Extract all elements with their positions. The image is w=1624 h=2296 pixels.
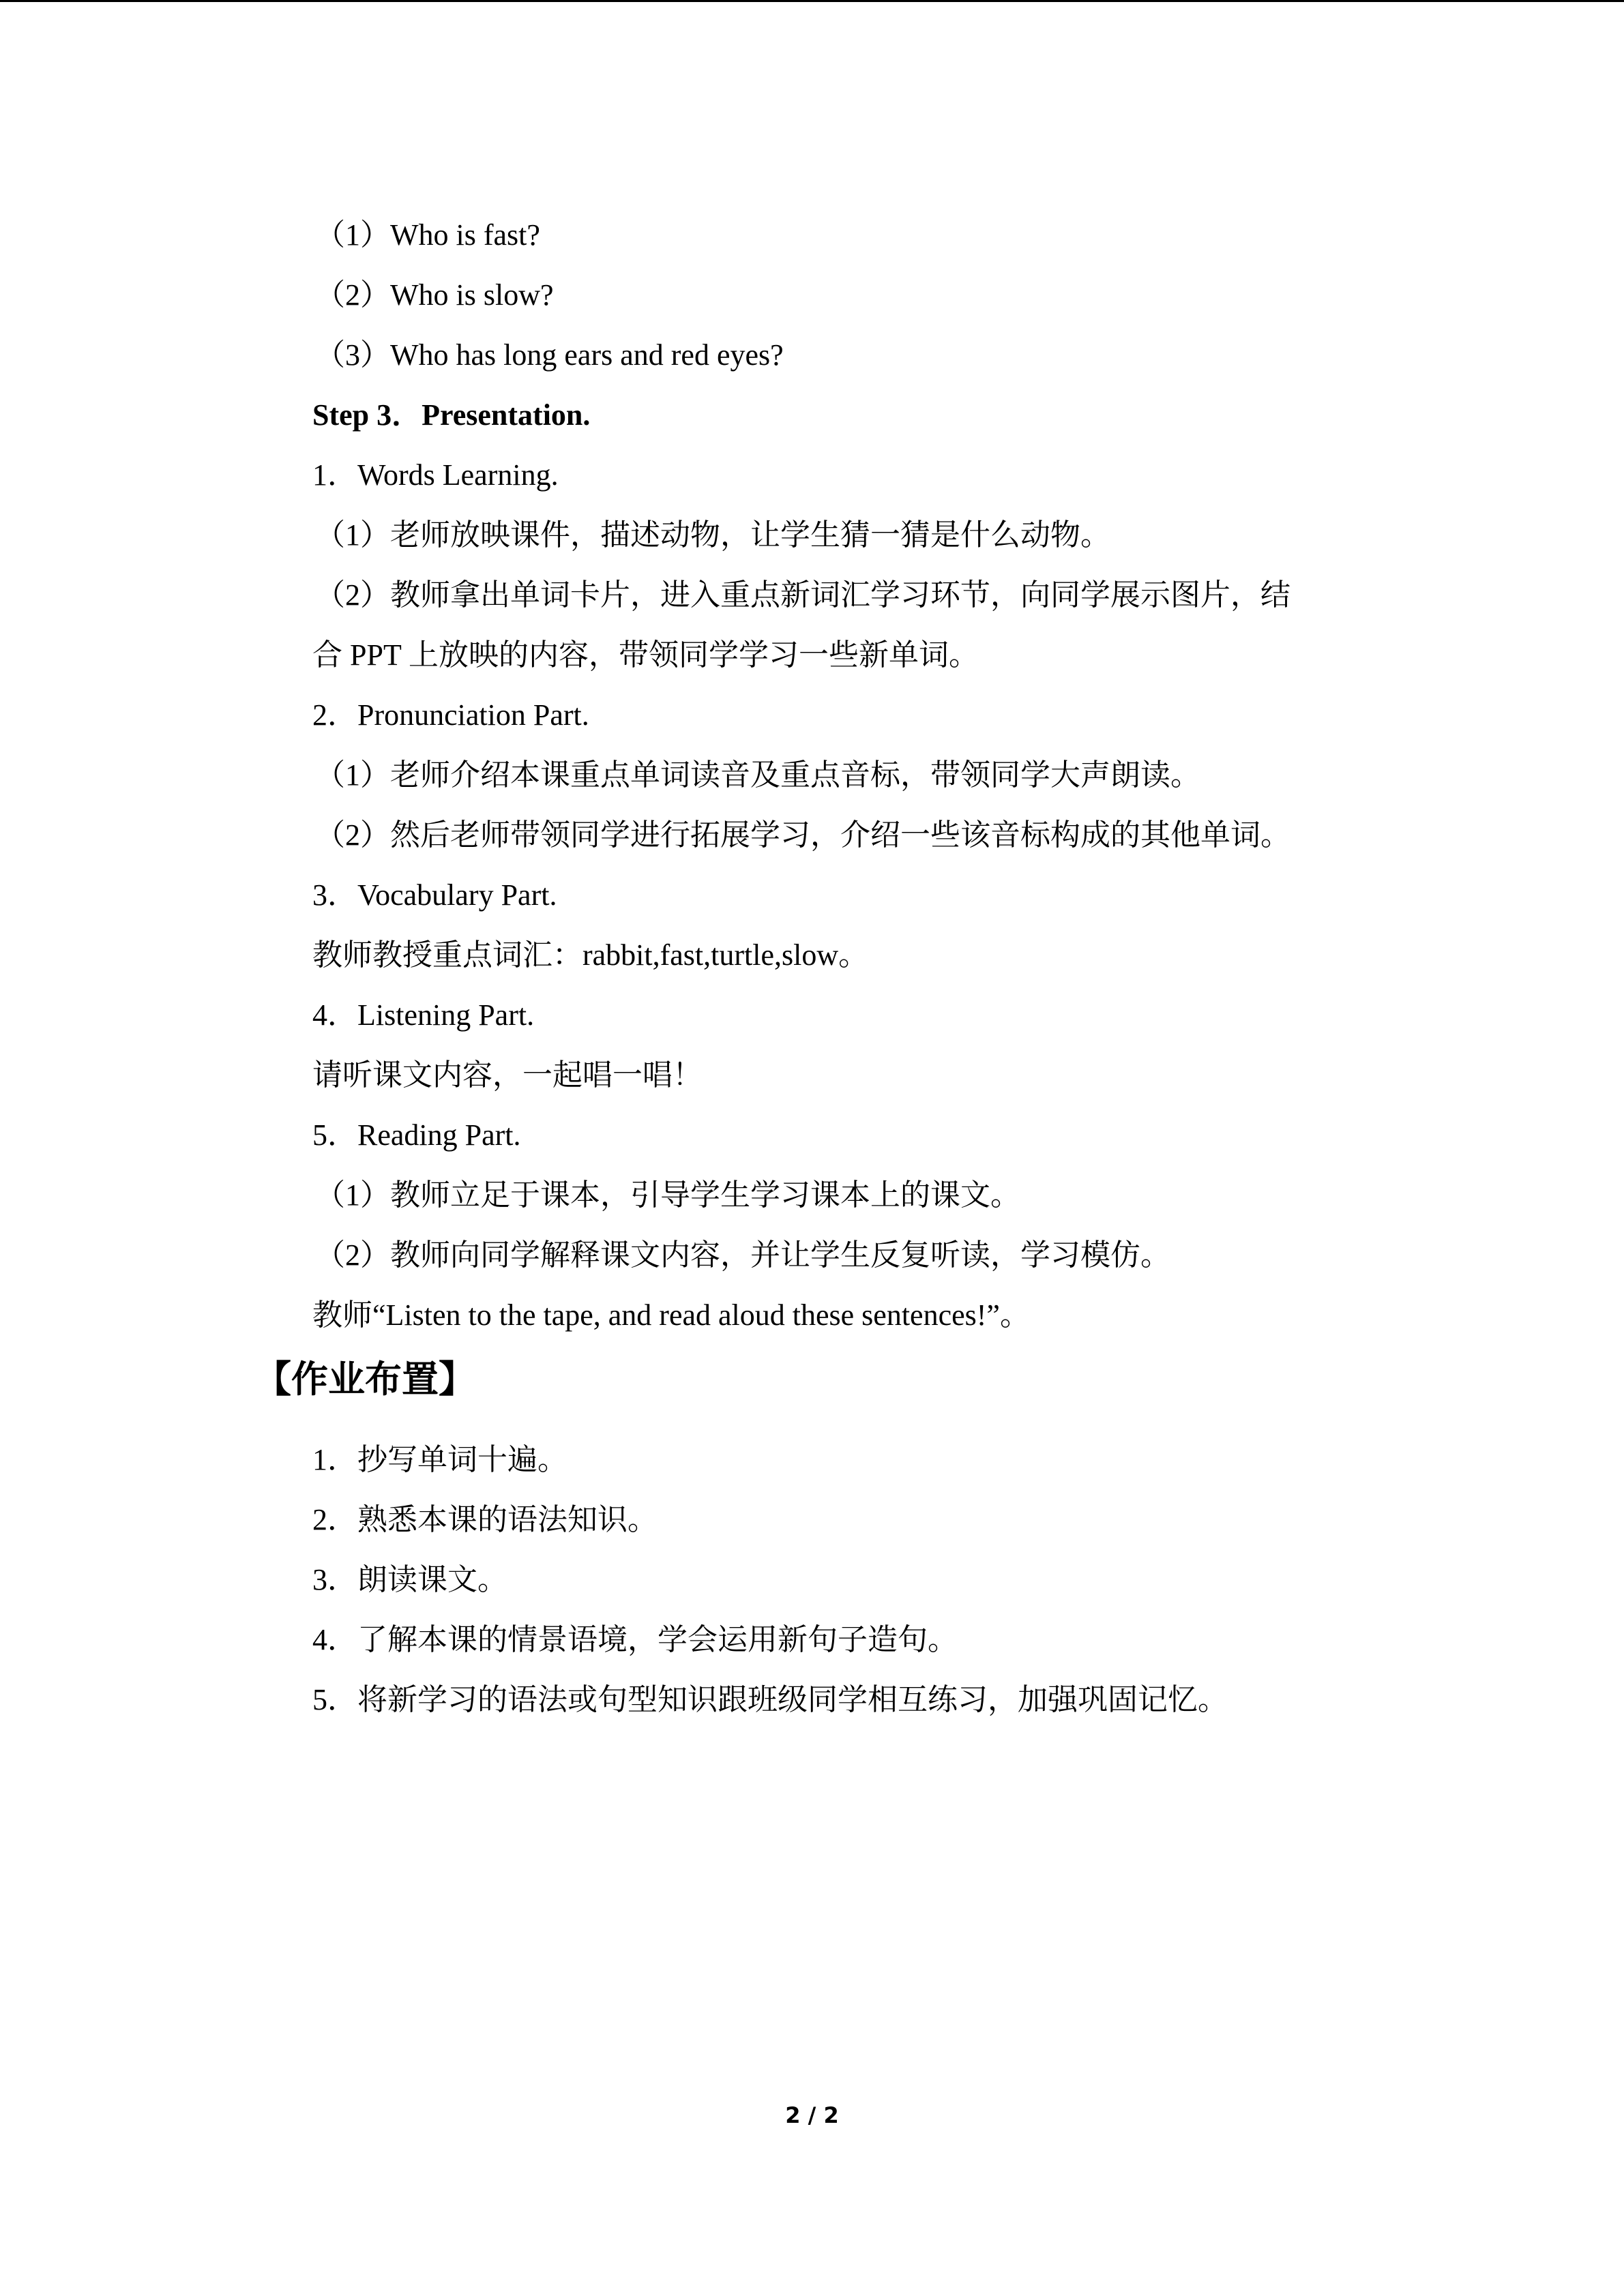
- step-3-heading: Step 3．Presentation.: [312, 398, 591, 432]
- question-2: （2）Who is slow?: [315, 278, 554, 312]
- reading-title: 5．Reading Part.: [312, 1118, 521, 1152]
- pronunciation-item-2: （2）然后老师带领同学进行拓展学习，介绍一些该音标构成的其他单词。: [315, 818, 1290, 852]
- words-learning-title: 1．Words Learning.: [312, 458, 559, 492]
- listening-text: 请听课文内容，一起唱一唱！: [312, 1058, 703, 1092]
- homework-item-3: 3．朗读课文。: [312, 1563, 507, 1596]
- pronunciation-title: 2．Pronunciation Part.: [312, 698, 589, 732]
- words-learning-item-2-cont: 合 PPT 上放映的内容，带领同学学习一些新单词。: [312, 638, 979, 672]
- reading-item-3: 教师“Listen to the tape, and read aloud these sentences!”。: [312, 1298, 1030, 1332]
- reading-item-2: （2）教师向同学解释课文内容，并让学生反复听读，学习模仿。: [315, 1238, 1170, 1272]
- words-learning-item-2: （2）教师拿出单词卡片，进入重点新词汇学习环节，向同学展示图片，结: [315, 578, 1290, 612]
- homework-heading: 【作业布置】: [254, 1358, 475, 1401]
- homework-item-1: 1．抄写单词十遍。: [312, 1443, 567, 1476]
- words-learning-item-1: （1）老师放映课件，描述动物，让学生猜一猜是什么动物。: [315, 518, 1110, 552]
- listening-title: 4．Listening Part.: [312, 998, 535, 1032]
- reading-item-1: （1）教师立足于课本，引导学生学习课本上的课文。: [315, 1178, 1020, 1212]
- pronunciation-item-1: （1）老师介绍本课重点单词读音及重点音标，带领同学大声朗读。: [315, 758, 1200, 792]
- vocabulary-title: 3．Vocabulary Part.: [312, 878, 557, 912]
- homework-item-5: 5．将新学习的语法或句型知识跟班级同学相互练习，加强巩固记忆。: [312, 1683, 1228, 1716]
- page-number: 2 / 2: [785, 2102, 839, 2128]
- question-3: （3）Who has long ears and red eyes?: [315, 338, 784, 372]
- vocabulary-text: 教师教授重点词汇：rabbit,fast,turtle,slow。: [312, 938, 869, 972]
- homework-item-4: 4．了解本课的情景语境，学会运用新句子造句。: [312, 1623, 958, 1656]
- homework-item-2: 2．熟悉本课的语法知识。: [312, 1503, 658, 1536]
- question-1: （1）Who is fast?: [315, 218, 540, 252]
